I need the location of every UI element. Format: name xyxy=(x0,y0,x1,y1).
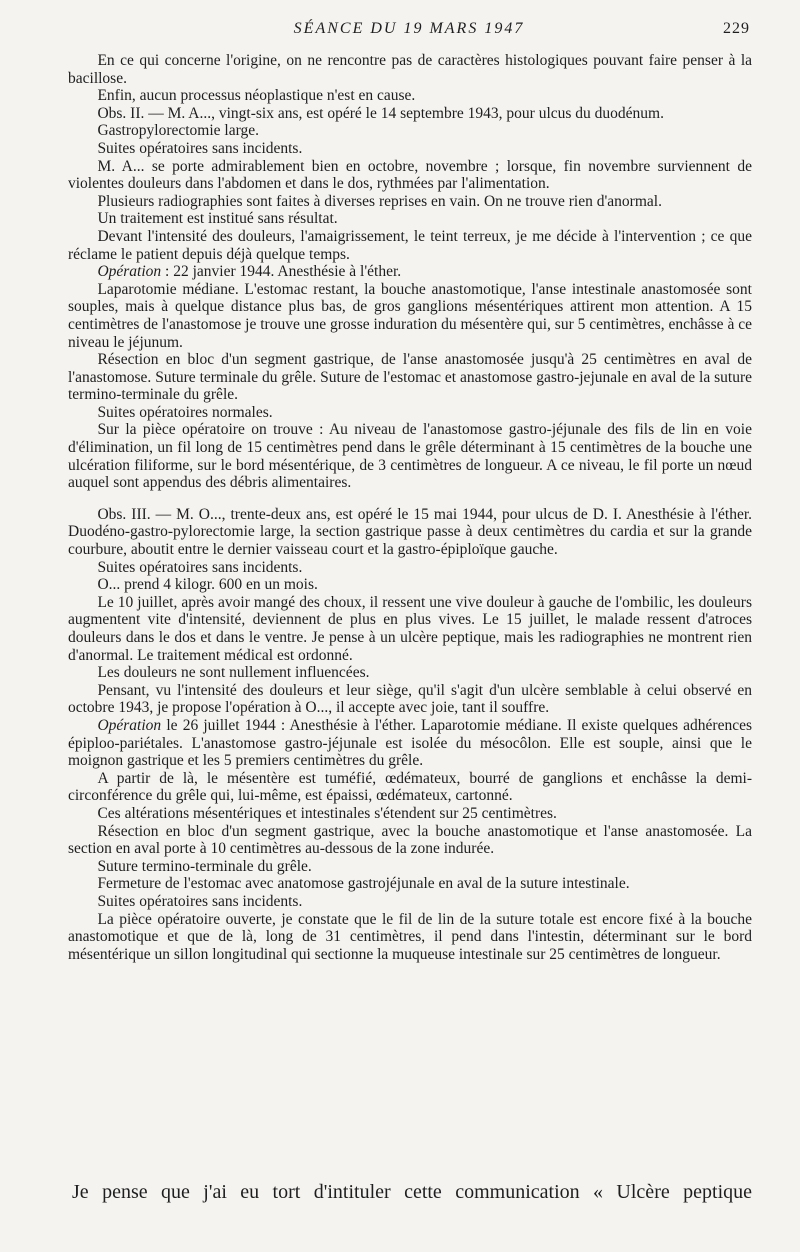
paragraph xyxy=(68,506,752,559)
paragraph xyxy=(68,122,752,140)
paragraph xyxy=(68,421,752,491)
paragraph-text: Enfin, aucun processus néoplastique n'est en cause. xyxy=(97,87,416,105)
paragraph-text: Le 10 juillet, après avoir mangé des choux, il ressent une vive douleur à gauche de l'ombilic, les douleurs augmentent vite d'intensité, deviennent de plus en plus vives. Le 15 juillet, le malade ressent d'atroces douleurs dans le dos et dans le ventre. Je pense à un ulcère peptique, mais les radiographies ne montrent rien d'anormal. Le traitement médical est ordonné. xyxy=(68,593,752,664)
paragraph-text: Pensant, vu l'intensité des douleurs et leur siège, qu'il s'agit d'un ulcère semblable à celui observé en octobre 1943, je propose l'opération à O..., il accepte avec joie, tant il souffre. xyxy=(68,681,752,717)
paragraph-text: Résection en bloc d'un segment gastrique, de l'anse anastomosée jusqu'à 25 centimètres en aval de l'anastomose. Suture terminale du grêle. Suture de l'estomac et anastomose gastro-jejunale en aval de la suture termino-terminale du grêle. xyxy=(68,351,752,404)
paragraph xyxy=(68,594,752,664)
body-text xyxy=(68,52,752,963)
paragraph xyxy=(68,717,752,770)
paragraph xyxy=(68,911,752,964)
paragraph-text: Résection en bloc d'un segment gastrique, avec la bouche anastomotique et l'anse anastomosée. La section en aval porte à 10 centimètres au-dessous de la zone indurée. xyxy=(68,822,752,858)
paragraph-lead: Opération xyxy=(97,716,162,734)
paragraph xyxy=(68,770,752,805)
paragraph-text: Obs. III. — M. O..., trente-deux ans, est opéré le 15 mai 1944, pour ulcus de D. I. Anesthésie à l'éther. Duodéno-gastro-pylorectomie large, la section gastrique passe à deux centimètres du cardia et sur la grande courbure, aboutit entre le dernier vaisseau court et la gastro-épiploïque gauche. xyxy=(68,505,752,559)
paragraph xyxy=(68,576,752,594)
paragraph-text: : 22 janvier 1944. Anesthésie à l'éther. xyxy=(161,263,402,281)
page-number: 229 xyxy=(723,20,750,37)
paragraph-text: Sur la pièce opératoire on trouve : Au niveau de l'anastomose gastro-jéjunale des fils de lin en voie d'élimination, un fil long de 15 centimètres pend dans le grêle déterminant à 15 centimètres de la bouche une ulcération filiforme, sur le bord mésentérique, de 3 centimètres de longueur. A ce niveau, le fil porte un nœud auquel sont appendus des débris alimentaires. xyxy=(68,421,752,492)
paragraph-text: Plusieurs radiographies sont faites à diverses reprises en vain. On ne trouve rien d'anormal. xyxy=(97,192,662,210)
paragraph xyxy=(68,105,752,123)
paragraph xyxy=(68,664,752,682)
paragraph xyxy=(68,805,752,823)
running-title: SÉANCE DU 19 MARS 1947 xyxy=(293,20,525,37)
paragraph-text: A partir de là, le mésentère est tuméfié, œdémateux, bourré de ganglions et enchâsse la demi-circonférence du grêle qui, lui-même, est épaissi, œdémateux, cartonné. xyxy=(68,769,752,805)
paragraph-text: Suites opératoires sans incidents. xyxy=(97,558,303,576)
paragraph-text: Laparotomie médiane. L'estomac restant, la bouche anastomotique, l'anse intestinale anastomosée sont souples, mais à quelque distance plus bas, de gros ganglions mésentériques attirent mon attention. A 15 centimètres de l'anastomose je trouve une grosse induration du mésentère qui, sur 5 centimètres, enchâsse à ce niveau le jéjunum. xyxy=(68,280,752,351)
page-header xyxy=(68,20,750,46)
paragraph xyxy=(68,404,752,422)
paragraph-text: Suture termino-terminale du grêle. xyxy=(97,857,312,875)
paragraph xyxy=(68,875,752,893)
paragraph-text: La pièce opératoire ouverte, je constate que le fil de lin de la suture totale est encore fixé à la bouche anastomotique et que de là, long de 31 centimètres, il pend dans l'intestin, déterminant sur le bord mésentérique un sillon longitudinal qui sectionne la muqueuse intestinale sur 25 centimètres de longueur. xyxy=(68,910,752,963)
paragraph xyxy=(68,823,752,858)
paragraph xyxy=(68,351,752,404)
paragraph-text: Les douleurs ne sont nullement influencées. xyxy=(97,664,370,682)
paragraph xyxy=(68,140,752,158)
paragraph xyxy=(68,158,752,193)
paragraph-text: Gastropylorectomie large. xyxy=(97,122,259,140)
paragraph xyxy=(68,193,752,211)
paragraph-text: Suites opératoires sans incidents. xyxy=(97,892,303,910)
paragraph-lead: Opération xyxy=(97,263,162,281)
paragraph-text: Suites opératoires sans incidents. xyxy=(97,139,303,157)
paragraph-text: Fermeture de l'estomac avec anatomose gastrojéjunale en aval de la suture intestinale. xyxy=(97,875,630,893)
paragraph-text: O... prend 4 kilogr. 600 en un mois. xyxy=(97,576,318,594)
paragraph xyxy=(68,858,752,876)
paragraph-text: Ces altérations mésentériques et intestinales s'étendent sur 25 centimètres. xyxy=(97,804,557,822)
paragraph-text: le 26 juillet 1944 : Anesthésie à l'éther. Laparotomie médiane. Il existe quelques adhérences épiploo-pariétales. L'anastomose gastro-jéjunale est isolée du mésocôlon. Elle est souple, ainsi que le moignon gastrique et les 5 premiers centimètres du grêle. xyxy=(68,716,752,770)
paragraph xyxy=(68,210,752,228)
paragraph-text: M. A... se porte admirablement bien en octobre, novembre ; lorsque, fin novembre surviennent de violentes douleurs dans l'abdomen et dans le dos, rythmées par l'alimentation. xyxy=(68,157,752,193)
paragraph-text: Obs. II. — M. A..., vingt-six ans, est opéré le 14 septembre 1943, pour ulcus du duodénum. xyxy=(97,104,664,122)
paragraph xyxy=(68,281,752,351)
paragraph xyxy=(68,893,752,911)
paragraph xyxy=(68,263,752,281)
closing-line: Je pense que j'ai eu tort d'intituler cette communication « Ulcère peptique xyxy=(72,1181,752,1203)
paragraph xyxy=(68,228,752,263)
paragraph xyxy=(68,682,752,717)
paragraph-text: En ce qui concerne l'origine, on ne rencontre pas de caractères histologiques pouvant faire penser à la bacillose. xyxy=(68,52,752,87)
paragraph-text: Un traitement est institué sans résultat. xyxy=(97,210,338,228)
paragraph-text: Devant l'intensité des douleurs, l'amaigrissement, le teint terreux, je me décide à l'intervention ; ce que réclame le patient depuis déjà quelque temps. xyxy=(68,227,752,263)
paragraph xyxy=(68,87,752,105)
paragraph-text: Suites opératoires normales. xyxy=(97,403,273,421)
paragraph xyxy=(68,52,752,87)
paragraph xyxy=(68,559,752,577)
